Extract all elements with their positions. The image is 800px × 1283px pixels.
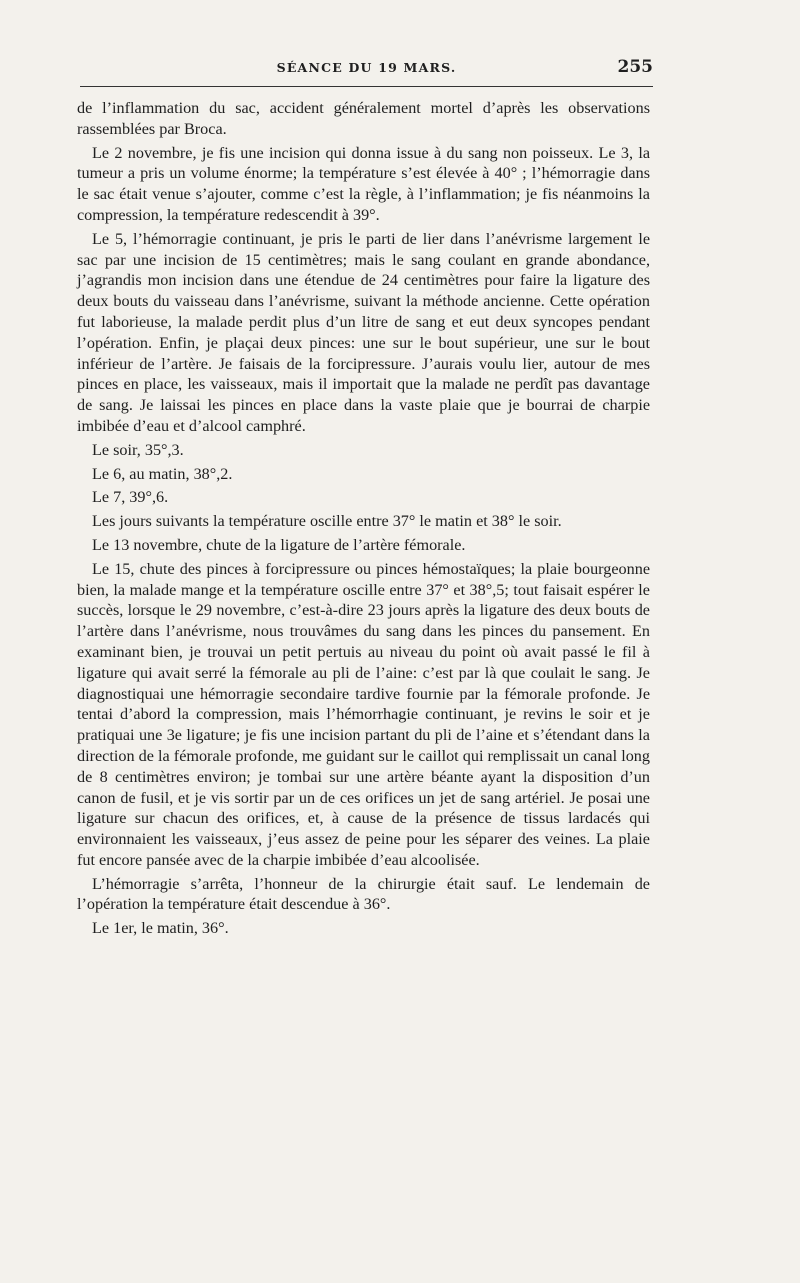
page-number: 255 <box>617 57 653 77</box>
header-rule <box>80 86 653 87</box>
paragraph: Le 15, chute des pinces à forcipressure ou pinces hémostaïques; la plaie bourgeonne bien, la malade mange et la température oscille entre 37° et 38°,5; tout faisait espérer le succès, lorsque le 29 novembre, c’est-à-dire 23 jours après la ligature des deux bouts de l’artère dans l’anévrisme, nous trouvâmes du sang dans les pinces du pansement. En examinant bien, je trouvai un petit pertuis au niveau du point où avait passé le fil à ligature qui avait serré la fémorale au pli de l’aine: c’est par là que coulait le sang. Je diagnostiquai une hémorragie secondaire tardive fournie par la fémorale profonde. Je tentai d’abord la compression, mais l’hémorrhagie continuant, je revins le soir et je pratiquai une 3e ligature; je fis une incision partant du pli de l’aine et s’étendant dans la direction de la fémorale profonde, me guidant sur le caillot qui remplissait un canal long de 8 centimètres environ; je tombai sur une artère béante ayant la disposition d’un canon de fusil, et je vis sortir par un de ces orifices un jet de sang artériel. Je posai une ligature sur chacun des orifices, et, à cause de la présence de tissus lardacés qui environnaient les vaisseaux, j’eus assez de peine pour les séparer des veines. La plaie fut encore pansée avec de la charpie imbibée d’eau alcoolisée. <box>77 559 650 869</box>
paragraph: Le 2 novembre, je fis une incision qui donna issue à du sang non poisseux. Le 3, la tumeur a pris un volume énorme; la température s’est élevée à 40° ; l’hémorragie dans le sac était venue s’ajouter, comme c’est la règle, à l’inflammation; je fis néanmoins la compression, la température redescendit à 39°. <box>77 143 650 224</box>
paragraph: Le 1er, le matin, 36°. <box>92 919 229 938</box>
paragraph: L’hémorragie s’arrêta, l’honneur de la chirurgie était sauf. Le lendemain de l’opération la température était descendue à 36°. <box>77 874 650 914</box>
paragraph: Les jours suivants la température oscille entre 37° le matin et 38° le soir. <box>92 512 562 531</box>
paragraph: Le 7, 39°,6. <box>92 488 169 507</box>
page-header <box>80 52 653 82</box>
paragraph: Le 5, l’hémorragie continuant, je pris le parti de lier dans l’anévrisme largement le sac par une incision de 15 centimètres; mais le sang coulant en grande abondance, j’agrandis mon incision dans une étendue de 24 centimètres pour faire la ligature des deux bouts du vaisseau dans l’anévrisme, suivant la méthode ancienne. Cette opération fut laborieuse, la malade perdit plus d’un litre de sang et eut deux syncopes pendant l’opération. Enfin, je plaçai deux pinces: une sur le bout supérieur, une sur le bout inférieur de l’artère. Je faisais de la forcipressure. J’aurais voulu lier, autour de mes pinces en place, les vaisseaux, mais il importait que la malade ne perdît pas davantage de sang. Je laissai les pinces en place dans la vaste plaie que je bourrai de charpie imbibée d’eau et d’alcool camphré. <box>77 229 650 435</box>
body-text <box>77 98 650 942</box>
running-title: SÉANCE DU 19 MARS. <box>276 60 457 75</box>
paragraph: Le 6, au matin, 38°,2. <box>92 464 233 483</box>
paragraph: Le 13 novembre, chute de la ligature de l’artère fémorale. <box>92 535 466 554</box>
paragraph: Le soir, 35°,3. <box>92 440 184 459</box>
paragraph: de l’inflammation du sac, accident généralement mortel d’après les observations rassemblées par Broca. <box>77 99 650 138</box>
